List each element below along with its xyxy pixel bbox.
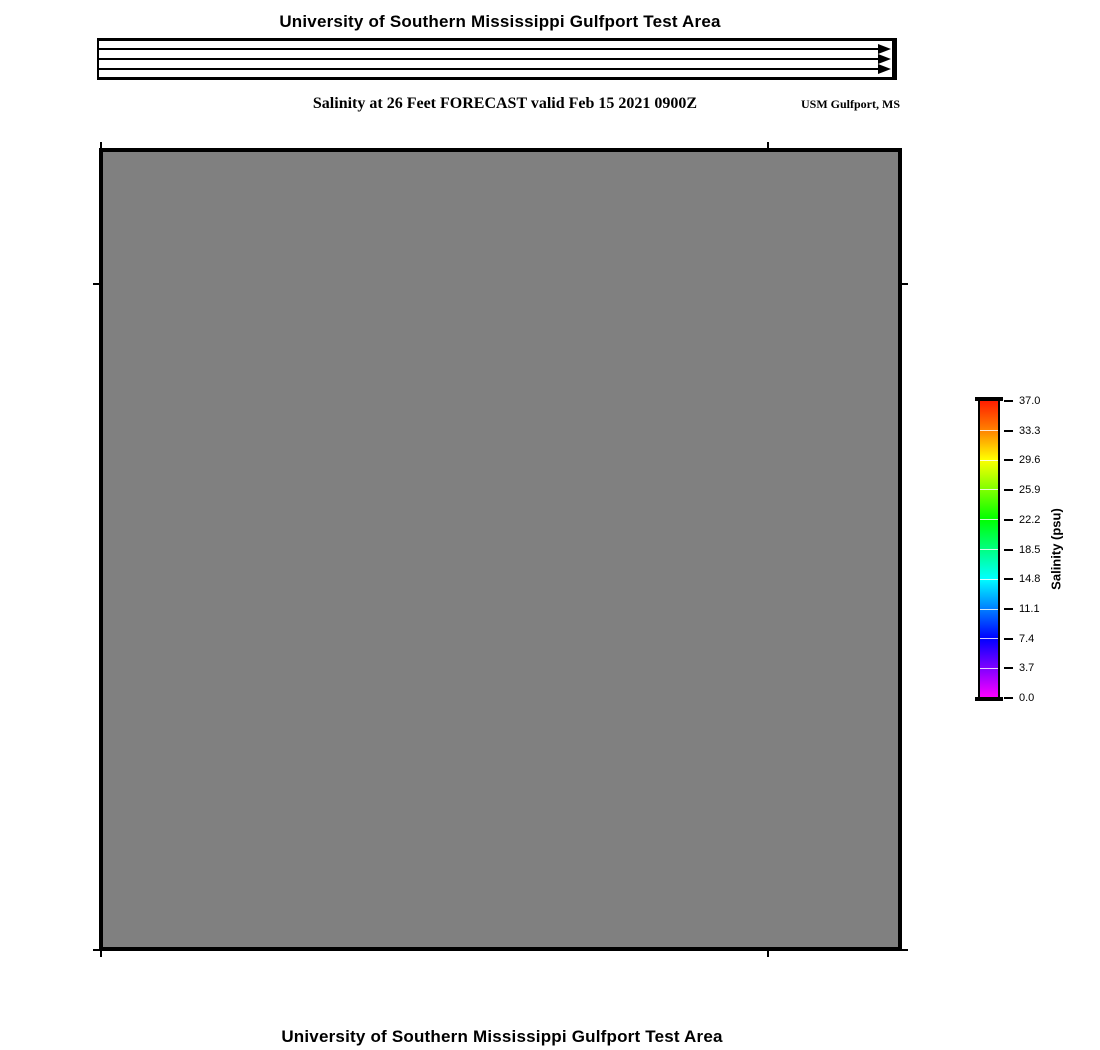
colorbar-segment-separator [980,668,998,669]
credit-stamp: USM Gulfport, MS [801,97,900,111]
colorbar-tick-mark [1004,459,1013,461]
colorbar-end-cap [975,397,1003,401]
colorbar-axis-label: Salinity (psu) [1048,508,1064,590]
colorbar-segment-separator [980,489,998,490]
colorbar-tick-mark [1004,430,1013,432]
arrow-banner [97,38,897,80]
colorbar-tick-mark [1004,697,1013,699]
colorbar [978,398,1000,700]
right-arrow-icon [878,44,891,54]
colorbar-tick-label: 25.9 [1019,484,1041,497]
colorbar-tick-mark [1004,638,1013,640]
colorbar-tick-label: 37.0 [1019,395,1041,407]
page-title: University of Southern Mississippi Gulfport Test Area [279,12,721,31]
colorbar-tick-mark [1004,608,1013,610]
colorbar-tick-mark [1004,489,1013,491]
axis-tick-top [100,142,102,148]
axis-tick-top [767,142,769,148]
colorbar-segment-separator [980,638,998,639]
axis-tick-left [93,283,99,285]
colorbar-tick-mark [1004,400,1013,402]
colorbar-end-cap [975,697,1003,701]
axis-tick-bottom [767,951,769,957]
map-plot-area [99,148,902,951]
colorbar-tick-label: 0.0 [1019,692,1035,704]
banner-line [99,48,878,50]
colorbar-tick-label: 14.8 [1019,573,1041,586]
axis-tick-right [902,949,908,951]
axis-tick-left [93,949,99,951]
axis-tick-right [902,283,908,285]
banner-line [99,68,878,70]
colorbar-segment-separator [980,430,998,431]
colorbar-tick-mark [1004,519,1013,521]
colorbar-tick-mark [1004,667,1013,669]
colorbar-segment-separator [980,549,998,550]
colorbar-tick-label: 11.1 [1019,602,1040,615]
colorbar-segment-separator [980,519,998,520]
colorbar-segment-separator [980,460,998,461]
colorbar-tick-label: 7.4 [1019,632,1035,645]
right-arrow-icon [878,54,891,64]
right-arrow-icon [878,64,891,74]
page-title-bottom: University of Southern Mississippi Gulfport Test Area [281,1027,723,1046]
colorbar-tick-label: 29.6 [1019,454,1041,467]
colorbar-segment-separator [980,609,998,610]
colorbar-tick-label: 22.2 [1019,513,1041,526]
colorbar-tick-label: 18.5 [1019,543,1041,556]
colorbar-tick-mark [1004,578,1013,580]
forecast-subtitle: Salinity at 26 Feet FORECAST valid Feb 15 2021 0900Z [312,95,698,112]
colorbar-tick-mark [1004,549,1013,551]
banner-line [99,58,878,60]
colorbar-segment-separator [980,579,998,580]
axis-tick-bottom [100,951,102,957]
colorbar-tick-label: 33.3 [1019,424,1041,437]
colorbar-tick-label: 3.7 [1019,662,1035,675]
